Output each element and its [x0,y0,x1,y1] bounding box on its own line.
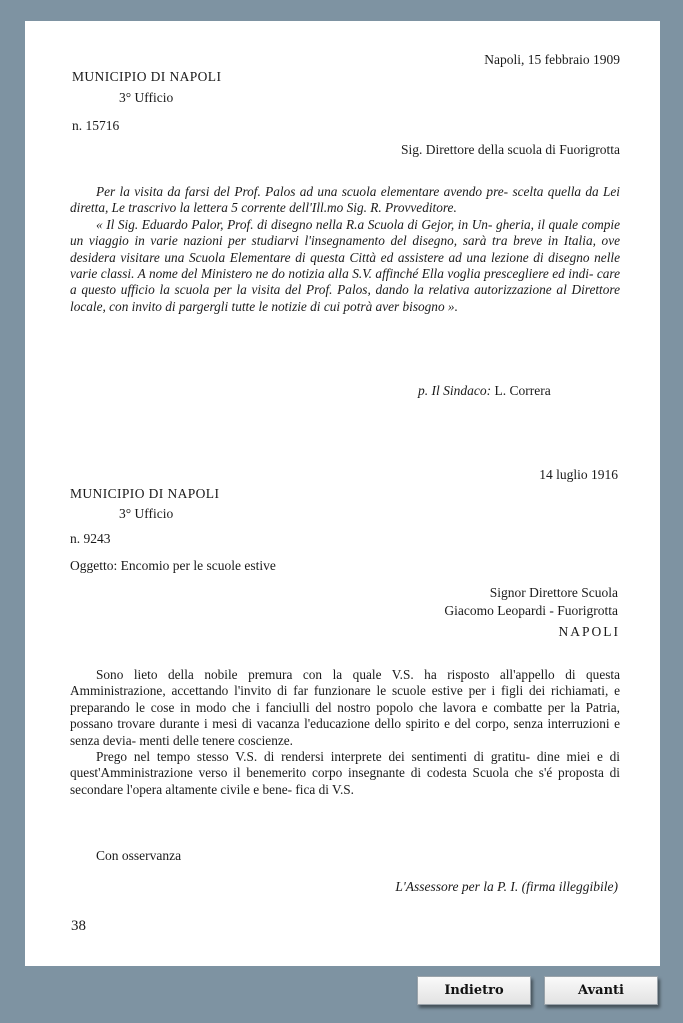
document-page [25,21,660,966]
letter2-body-line: Sono lieto della nobile premura con la quale V.S. ha risposto all'appello [96,667,555,682]
letter2-body-line: per i figli dei richiamati, e preparando le cose in modo che i fanciulli del nostro [70,683,621,715]
letter2-signature: L'Assessore per la P. I. (firma illeggibile) [395,879,618,894]
signature-title: p. Il Sindaco: [418,383,492,398]
letter2-subject: Oggetto: Encomio per le scuole estive [70,558,276,573]
letter2-body-line: di questa Amministrazione, accettando l'invito di far funzionare le scuole estive [70,667,621,699]
letter1-recipient: Sig. Direttore della scuola di Fuorigrotta [401,142,620,157]
letter2-body-line: codesta Scuola che s'é proposta di secondare l'opera altamente civile e bene- [70,765,620,797]
signature-name: L. Correra [494,383,551,398]
letter1-body-line: autorizzazione al Direttore locale, con invito di pargergli tutte le notizie di cui [70,282,620,314]
letter1-body-line: gheria, il quale compie un viaggio in varie nazioni per studiarvi l'insegnamento [70,216,620,249]
letter1-body-line: Per la visita da farsi del Prof. Palos ad una scuola elementare avendo pre- [96,184,509,199]
letter1-header: MUNICIPIO DI NAPOLI [72,69,222,84]
letter1-body-line: del Ministero ne do notizia alla S.V. affinché Ella voglia prescegliere ed indi- [181,266,594,282]
letter1-signature [418,383,551,399]
letter1-body [70,184,620,315]
letter2-body [70,667,620,798]
letter2-recipient-line2: Giacomo Leopardi - Fuorigrotta [444,603,618,618]
letter2-body-line: dine miei e di quest'Amministrazione verso il benemerito corpo insegnante di [70,749,621,781]
letter1-body-line: care a questo ufficio la scuola per la visita del Prof. Palos, dando la relativa [70,266,620,298]
letter2-closing: Con osservanza [96,848,182,863]
letter2-date: 14 luglio 1916 [539,467,618,482]
letter2-header: MUNICIPIO DI NAPOLI [70,486,220,501]
letter2-office: 3° Ufficio [119,506,174,521]
letter2-recipient-line1: Signor Direttore Scuola [489,585,618,600]
letter2-body-line: fica di V.S. [295,781,354,797]
letter2-body-line: popolo che lavora e combatte per la Patria, possano trovare durante i mesi di [70,699,621,732]
letter2-body-line: vacanza l'educazione dello spirito e del corpo, senza interruzioni e senza devia- [70,716,621,748]
letter1-body-line: del disegno, sarà tra breve in Italia, ove desidera visitare una Scuola Elementare [70,233,621,265]
letter2-recipient-line3: NAPOLI [558,624,620,639]
back-button[interactable]: Indietro [417,976,531,1005]
letter1-body-line: « Il Sig. Eduardo Palor, Prof. di disegno nella R.a Scuola di Gejor, in Un- [96,216,493,232]
letter2-body-line: Prego nel tempo stesso V.S. di rendersi interprete dei sentimenti di gratitu- [96,749,531,765]
letter1-body-line: potrà aver bisogno ». [343,298,458,314]
letter1-place-date: Napoli, 15 febbraio 1909 [484,52,620,67]
page-number: 38 [71,918,86,934]
letter1-body-line: scelta quella da Lei diretta, Le trascrivo la lettera 5 corrente dell'Ill.mo Sig. [70,184,621,216]
letter1-office: 3° Ufficio [119,90,174,105]
letter2-number: n. 9243 [70,531,111,546]
letter2-body-line: menti delle tenere coscienze. [139,732,293,748]
letter1-body-line: di questa Città ed assistere ad una lezione di disegno nelle varie classi. A nome [70,249,621,282]
letter1-number: n. 15716 [72,118,120,133]
letter1-body-line: R. Provveditore. [370,200,457,216]
next-button[interactable]: Avanti [544,976,658,1005]
